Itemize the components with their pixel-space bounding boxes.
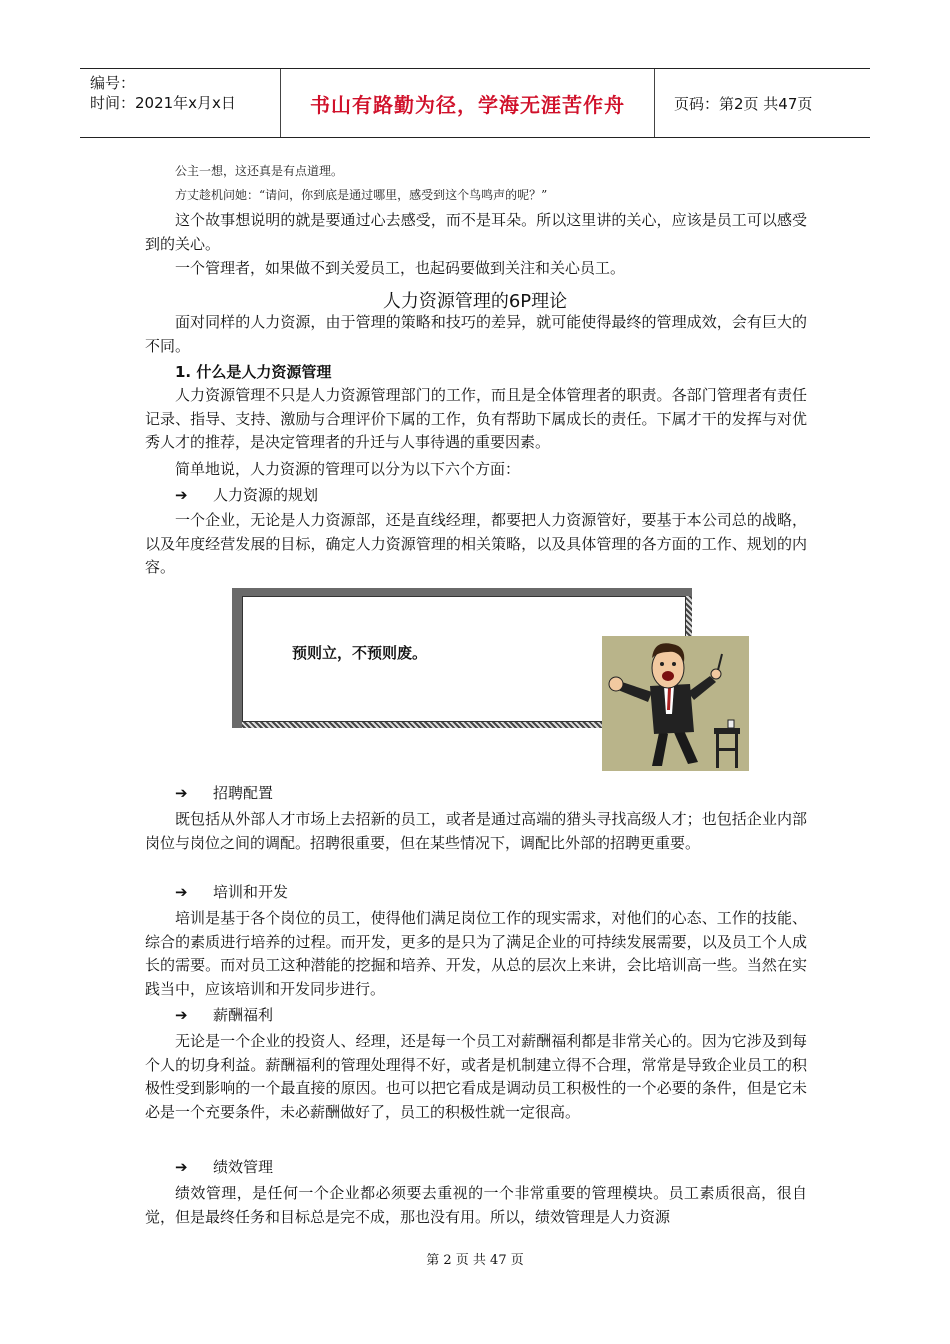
paragraph-recruit: 既包括从外部人才市场上去招新的员工，或者是通过高端的猎头寻找高级人才；也包括企业内部岗位与岗位之间的调配。招聘很重要，但在某些情况下，调配比外部的招聘更重要。 [145,810,807,852]
bullet-label: 培训和开发 [213,883,289,901]
figure-quote-text: 预则立，不预则废。 [292,644,428,662]
bullet-performance [175,1157,273,1177]
paragraph-story: 这个故事想说明的就是要通过心去感受，而不是耳朵。所以这里讲的关心，应该是员工可以感受到的关心。 [145,211,807,253]
quote-line-2: 方丈趁机问她：“请问，你到底是通过哪里，感受到这个鸟鸣声的呢？” [175,188,548,202]
paragraph-six-aspects: 简单地说，人力资源的管理可以分为以下六个方面： [175,460,521,478]
bullet-training [175,882,288,902]
quote-line-1: 公主一想，这还真是有点道理。 [175,164,344,178]
paragraph-planning: 一个企业，无论是人力资源部，还是直线经理，都要把人力资源管好，要基于本公司总的战略，以及年度经营发展的目标，确定人力资源管理的相关策略，以及具体管理的各方面的工作、规划的内容。 [145,511,807,576]
page-footer: 第 2 页 共 47 页 [426,1253,524,1268]
bullet-recruit [175,783,273,803]
bullet-label: 薪酬福利 [213,1006,274,1024]
bullet-label: 人力资源的规划 [213,486,319,504]
page-info-text: 页码：第2页 共47页 [674,94,813,113]
cartoon-man-image [602,636,749,771]
time-label: 时间：2021年x月x日 [90,94,236,112]
paragraph-care: 一个管理者，如果做不到关爱员工，也起码要做到关注和关心员工。 [175,259,626,277]
number-label: 编号： [90,74,136,92]
arrow-right-icon: ➔ [175,1158,188,1176]
arrow-right-icon: ➔ [175,883,188,901]
paragraph-hrm: 人力资源管理不只是人力资源管理部门的工作，而且是全体管理者的职责。各部门管理者有责任记录、指导、支持、激励与合理评价下属的工作，负有帮助下属成长的责任。下属才干的发挥与对优秀人才的推荐，是决定管理者的升迁与人事待遇的重要因素。 [145,386,807,451]
header-meta [80,69,281,137]
subheading-hrm: 1. 什么是人力资源管理 [175,363,332,381]
paragraph-pay: 无论是一个企业的投资人、经理，还是每一个员工对薪酬福利都是非常关心的。因为它涉及到每个人的切身利益。薪酬福利的管理处理得不好，或者是机制建立得不合理，常常是导致企业员工的积极性受到影响的一个最直接的原因。也可以把它看成是调动员工积极性的一个必要的条件，但是它未必是一个充要条件，未必薪酬做好了，员工的积极性就一定很高。 [145,1032,807,1121]
paragraph-performance: 绩效管理，是任何一个企业都必须要去重视的一个非常重要的管理模块。员工素质很高，很自觉，但是最终任务和目标总是完不成，那也没有用。所以，绩效管理是人力资源 [145,1184,807,1226]
header-page-info [664,69,870,137]
cartoon-man-icon [602,636,749,771]
header-motto: 书山有路勤为径，学海无涯苦作舟 [281,69,655,137]
bullet-pay [175,1005,273,1025]
arrow-right-icon: ➔ [175,784,188,802]
bullet-label: 绩效管理 [213,1158,274,1176]
bullet-planning [175,485,318,505]
arrow-right-icon: ➔ [175,1006,188,1024]
arrow-right-icon: ➔ [175,486,188,504]
paragraph-training: 培训是基于各个岗位的员工，使得他们满足岗位工作的现实需求，对他们的心态、工作的技能、综合的素质进行培养的过程。而开发，更多的是只为了满足企业的可持续发展需要，以及员工个人成长的需要。而对员工这种潜能的挖掘和培养、开发，从总的层次上来讲，会比培训高一些。当然在实践当中，应该培训和开发同步进行。 [145,909,807,998]
paragraph-intro: 面对同样的人力资源，由于管理的策略和技巧的差异，就可能使得最终的管理成效，会有巨大的不同。 [145,313,807,355]
frame-shadow-top [232,588,692,596]
page-header [80,68,870,138]
bullet-label: 招聘配置 [213,784,274,802]
frame-shadow-left [232,588,242,728]
section-title: 人力资源管理的6P理论 [382,291,568,312]
